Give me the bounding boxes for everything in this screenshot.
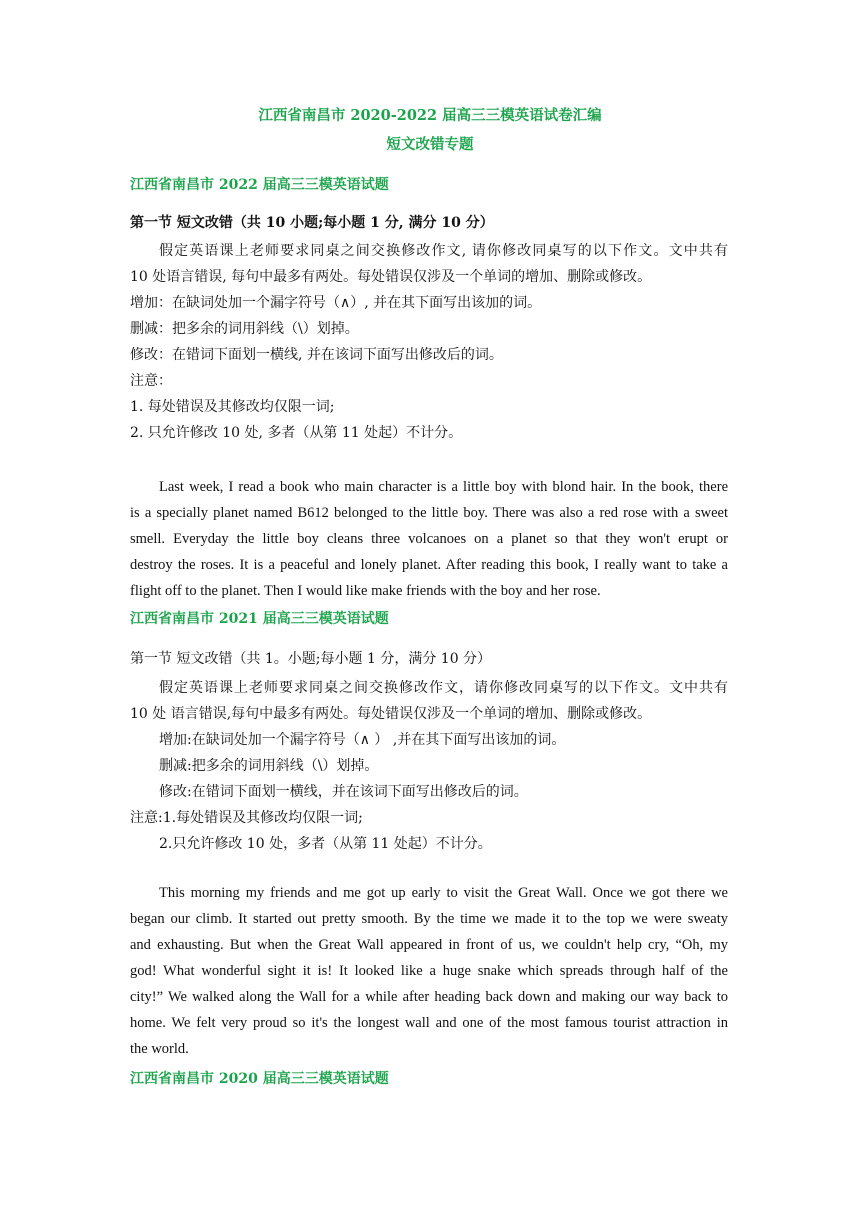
passage-line: destroy the roses. It is a peaceful and lonely planet. After reading this book, I really want to take a — [130, 557, 728, 573]
passage-line: smell. Everyday the little boy cleans three volcanoes on a planet so that they won't erupt or — [130, 531, 728, 547]
note-item: 2.只允许修改 10 处，多者（从第 11 处起）不计分。 — [159, 836, 492, 852]
passage-line: and exhausting. But when the Great Wall appeared in front of us, we couldn't help cry, “Oh, my — [130, 937, 728, 953]
section-heading-2022: 江西省南昌市 2022 届高三三模英语试题 — [130, 177, 389, 193]
passage-line: god! What wonderful sight it is! It looked like a huge snake which spreads through half of the — [130, 963, 728, 979]
rule-add: 增加:在缺词处加一个漏字符号（∧ ） ,并在其下面写出该加的词。 — [159, 732, 566, 748]
passage-line: began our climb. It started out pretty smooth. By the time we made it to the top we were sweaty — [130, 911, 728, 927]
section-heading-2020: 江西省南昌市 2020 届高三三模英语试题 — [130, 1071, 389, 1087]
passage-line: city!” We walked along the Wall for a while after heading back down and making our way back to — [130, 989, 728, 1005]
document-title: 江西省南昌市 2020-2022 届高三三模英语试卷汇编 — [258, 107, 602, 124]
rule-add: 增加：在缺词处加一个漏字符号（∧）, 并在其下面写出该加的词。 — [130, 295, 542, 311]
instruction-line: 10 处 语言错误,每句中最多有两处。每处错误仅涉及一个单词的增加、删除或修改。 — [130, 706, 652, 722]
passage-2021 — [130, 880, 728, 1062]
rule-delete: 删减:把多余的词用斜线（\）划掉。 — [159, 758, 379, 774]
passage-line: is a specially planet named B612 belonged to the little boy. There was also a red rose with a sweet — [130, 505, 728, 521]
note-item: 注意:1.每处错误及其修改均仅限一词; — [130, 810, 363, 826]
instruction-line: 假定英语课上老师要求同桌之间交换修改作文, 请你修改同桌写的以下作文。文中共有 — [159, 243, 728, 259]
passage-2022 — [130, 474, 728, 604]
note-item: 2. 只允许修改 10 处, 多者（从第 11 处起）不计分。 — [130, 425, 463, 441]
section-title-2022: 第一节 短文改错（共 10 小题;每小题 1 分, 满分 10 分） — [130, 215, 494, 231]
document-subtitle: 短文改错专题 — [386, 136, 474, 153]
passage-line: Last week, I read a book who main character is a little boy with blond hair. In the book, there — [159, 479, 728, 495]
rule-modify: 修改:在错词下面划一横线，并在该词下面写出修改后的词。 — [159, 784, 528, 800]
instructions-2021 — [130, 675, 728, 857]
instructions-2022 — [130, 238, 728, 446]
passage-line: This morning my friends and me got up early to visit the Great Wall. Once we got there we — [159, 885, 728, 901]
passage-line: home. We felt very proud so it's the longest wall and one of the most famous tourist attraction in — [130, 1015, 728, 1031]
rule-modify: 修改：在错词下面划一横线, 并在该词下面写出修改后的词。 — [130, 347, 503, 363]
passage-line: the world. — [130, 1041, 189, 1057]
section-title-2021: 第一节 短文改错（共 1。小题;每小题 1 分，满分 10 分） — [130, 651, 492, 667]
note-label: 注意： — [130, 373, 172, 389]
instruction-line: 假定英语课上老师要求同桌之间交换修改作文，请你修改同桌写的以下作文。文中共有 — [159, 680, 728, 696]
note-item: 1. 每处错误及其修改均仅限一词; — [130, 399, 335, 415]
passage-line: flight off to the planet. Then I would like make friends with the boy and her rose. — [130, 583, 601, 599]
rule-delete: 删减：把多余的词用斜线（\）划掉。 — [130, 321, 359, 337]
instruction-line: 10 处语言错误, 每句中最多有两处。每处错误仅涉及一个单词的增加、删除或修改。 — [130, 269, 652, 285]
section-heading-2021: 江西省南昌市 2021 届高三三模英语试题 — [130, 611, 389, 627]
